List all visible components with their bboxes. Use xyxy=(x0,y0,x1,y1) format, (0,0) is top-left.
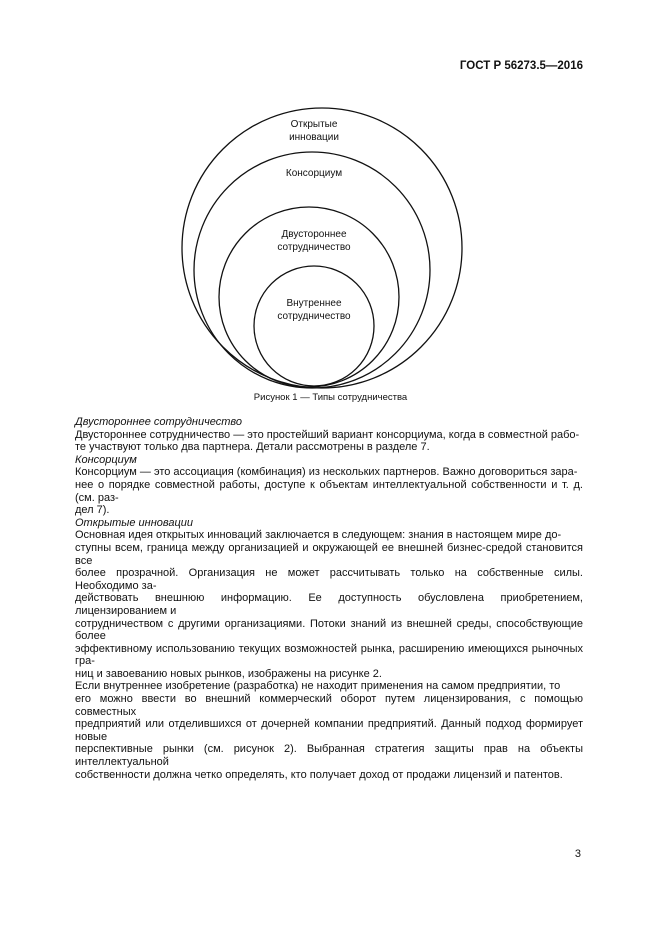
paragraph-bilateral: Двустороннее сотрудничество — это простейший вариант консорциума, когда в совместной рабо- те участвуют только два партнера. Детали рассмотрены в разделе 7. xyxy=(75,428,580,454)
figure-types-of-cooperation xyxy=(0,0,661,400)
paragraph-licensing: Если внутреннее изобретение (разработка) не находит применения на самом предприятии, то его можно ввести во внешний коммерческий оборот путем лицензирования, с помощью совместных предприятий или отделившихся от дочерней компании предприятий. Данный подход формирует новые перспективные рынки (см. рисунок 2). Выбранная стратегия защиты прав на объекты интеллектуальной собственности должна четко определять, кто получает доход от продажи лицензий и патентов. xyxy=(75,680,583,781)
circle-internal xyxy=(254,266,374,386)
page-number: 3 xyxy=(574,848,581,860)
body-text xyxy=(75,416,583,781)
nested-circles-diagram xyxy=(0,0,661,400)
label-internal: Внутреннее сотрудничество xyxy=(277,298,351,322)
page-header: ГОСТ Р 56273.5—2016 xyxy=(459,60,583,72)
label-consortium: Консорциум xyxy=(285,168,343,179)
paragraph-consortium: Консорциум — это ассоциация (комбинация) из нескольких партнеров. Важно договориться зара- нее о порядке совместной работы, доступе к объектам интеллектуальной собственности и т. д. (см. раз- дел 7). xyxy=(75,466,583,517)
label-open-innovation: Открытые инновации xyxy=(289,119,339,143)
heading-bilateral: Двустороннее сотрудничество xyxy=(75,416,243,428)
paragraph-open-innovation: Основная идея открытых инноваций заключается в следующем: знания в настоящем мире до- ступны всем, граница между организацией и окружающей ее внешней бизнес-средой становится все более прозрачной. Организация не может рассчитывать только на собственные силы. Необходимо за- действовать внешнюю информацию. Ее доступность обусловлена приобретением, лицензированием и сотрудничеством с другими организациями. Потоки знаний из внешней среды, способствующие более эффективному использованию текущих возможностей рынка, расширению имеющихся рыночных гра- ниц и завоеванию новых рынков, изображены на рисунке 2. xyxy=(75,529,583,680)
figure-caption: Рисунок 1 — Типы сотрудничества xyxy=(253,392,408,403)
heading-open-innovation: Открытые инновации xyxy=(75,516,194,529)
label-bilateral: Двустороннее сотрудничество xyxy=(277,229,351,253)
heading-consortium: Консорциум xyxy=(75,453,137,466)
